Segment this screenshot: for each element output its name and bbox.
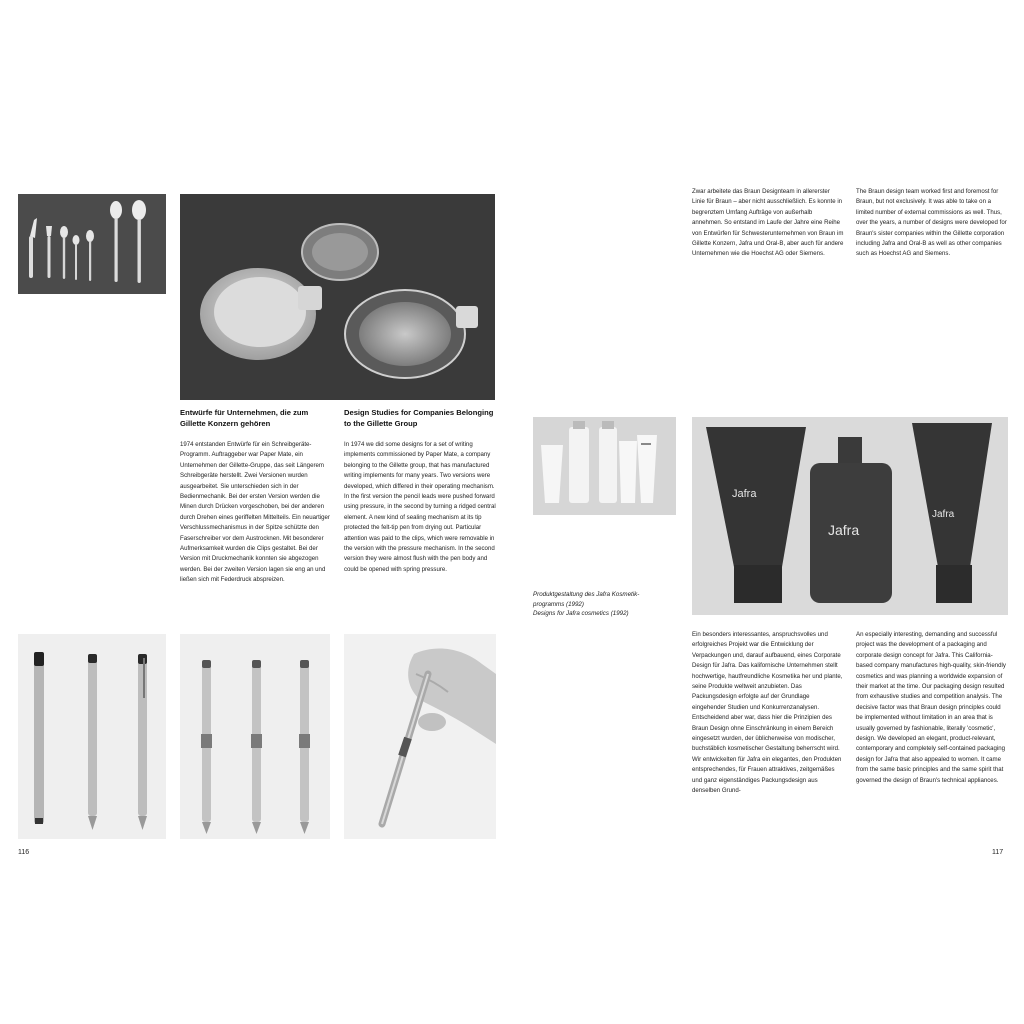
plates-photo: [180, 194, 495, 400]
jafra-caption: [533, 590, 639, 619]
caption-line-1: Produktgestaltung des Jafra Kosmetik-: [533, 591, 640, 598]
body-german: 1974 entstanden Entwürfe für ein Schreibgeräte-Programm. Auftraggeber war Paper Mate, ein Unternehmen der Gillette-Gruppe, das seit Längerem Schreibgeräte herstellt. Zwei Versionen wurden ausgearbeitet. Sie unterschieden sich in der Bedienmechanik. Bei der ersten Version werden die Minen durch Drücken vorgeschoben, bei der anderen durch Drehen eines geriffelten Mittelteils. Ein neuartiger Verschlussmechanismus in der Spitze schützte den Faserschreiber vor dem Austrocknen. Mit besonderer Aufmerksamkeit wurden die Clips gestaltet. Bei der Version mit Druckmechanik konnten sie abgezogen werden. Bei der zweiten Version lagen sie eng an und ließen sich mit Federdruck abspreizen.: [180, 441, 330, 584]
jafra-body-german: Ein besonders interessantes, anspruchsvolles und erfolgreiches Projekt war die Entwicklung der Verpackungen und, darauf aufbauend, eines Corporate Design für Jafra. Das kalifornische Unternehmen stellt hochwertige, hautfreundliche Kosmetika her und plante, seine Produkte weltweit anzubieten. Das Packungsdesign erfolgte auf der Grundlage eingehender Studien und Konkurrenzanalysen. Entscheidend aber war, dass hier die Prinzipien des Braun Design ohne Einschränkung in einem Bereich eingesetzt wurden, der üblicherweise von modischer, buchstäblich kosmetischer Gestaltung beherrscht wird. Wir entwickelten für Jafra ein elegantes, den Produkten entsprechendes, für Frauen attraktives, zeitgemäßes und ganz eigenständiges Packungsdesign aus denselben Grund-: [692, 631, 843, 795]
heading-german: Entwürfe für Unternehmen, die zum Gillette Konzern gehören: [180, 408, 309, 428]
intro-english: The Braun design team worked first and foremost for Braun, but not exclusively. It was able to take on a limited number of external commissions as well. Thus, over the years, a number of designs were developed for Braun's sister companies within the Gillette corporation including Jafra and Oral-B as well as other companies such as Hoechst AG and Siemens.: [856, 188, 1007, 258]
jafra-brand-left: Jafra: [732, 488, 757, 500]
jafra-brand-right: Jafra: [932, 509, 955, 520]
body-english: In 1974 we did some designs for a set of writing implements commissioned by Paper Mate, a company belonging to the Gillette group, that has manufactured writing implements for many years. Two versions were developed, which differed in their operating mechanism. In the first version the pencil leads were pushed forward using pressure, in the second by turning a ridged central element. A new kind of sealing mechanism at its tip protected the felt-tip pen from drying out. Particular attention was paid to the clips, which were removable in the version with the pressure mechanism. In the second version they were almost flush with the pen body and could be opened with spring pressure.: [344, 441, 496, 573]
pens-photo-1: [18, 634, 166, 839]
intro-german: Zwar arbeitete das Braun Designteam in allererster Linie für Braun – aber nicht ausschließlich. Es konnte in begrenztem Umfang Aufträge von außerhalb annehmen. So entstand im Laufe der Jahre eine Reihe von Entwürfen für Schwesterunternehmen von Braun im Gillette Konzern, Jafra und Oral-B, aber auch für andere Unternehmen wie die Hoechst AG oder Siemens.: [692, 188, 844, 258]
caption-line-2: programms (1992): [533, 600, 584, 608]
cutlery-photo: [18, 194, 166, 294]
caption-line-3: Designs for Jafra cosmetics (1992): [533, 610, 629, 618]
page-number-right: 117: [992, 849, 1004, 856]
jafra-body-english: An especially interesting, demanding and successful project was the development of a packaging and corporate design concept for Jafra. This California-based company manufactures high-quality, skin-friendly cosmetics and was planning a worldwide expansion of their market at the time. Our packaging design resulted from exhaustive studies and competition analysis. The decisive factor was that Braun design principles could be implemented without limitation in an area that is usually governed by fashionable, literally 'cosmetic', design. We developed an elegant, product-relevant, contemporary and completely self-contained packaging design for Jafra that also appealed to women. It came from the same basic principles and the same spirit that governed the design of Braun's technical appliances.: [856, 631, 1006, 784]
cosmetics-small-photo: [533, 417, 676, 515]
page-number-left: 116: [18, 849, 30, 856]
pens-photo-2: [180, 634, 330, 839]
pen-in-hand-photo: [344, 634, 496, 839]
jafra-products-photo: [692, 417, 1008, 615]
heading-english: Design Studies for Companies Belonging to the Gillette Group: [344, 408, 494, 428]
jafra-brand-bottle: Jafra: [828, 522, 860, 538]
